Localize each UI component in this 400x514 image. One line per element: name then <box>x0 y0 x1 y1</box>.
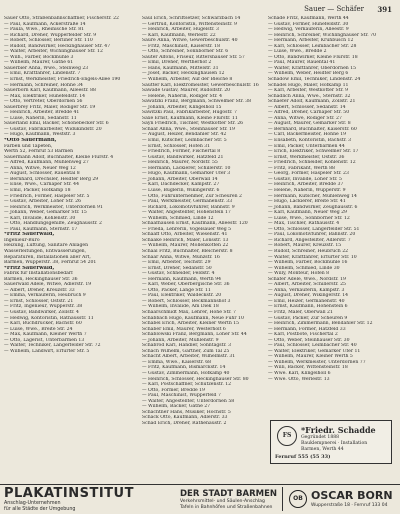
directory-entry: — Hugo, Kaufmann, Weststr. 3 <box>4 132 76 138</box>
directory-entry: — Emil, Arbeiter, Teichstr. 29 <box>142 260 211 266</box>
directory-entry: Schade Fritz, Kaufmann, Werth 44 <box>268 16 349 21</box>
directory-entry: Wasserleitungen, Entwässerungen, <box>4 248 87 254</box>
directory-entry: — Heinrich, Arbeiter, Bredde 41 <box>4 110 80 116</box>
directory-entry: — Helene, Näherin, Rödiger Str. 4 <box>142 93 223 99</box>
directory-entry: — Elisabeth, Kontoristin, Bachstr. 3 <box>268 138 352 144</box>
directory-entry: Schaal Fritz, Buchhalter, Bleicherstr. 8 <box>142 248 233 254</box>
directory-entry: — Ernst, Werkmeister, Friedrich-Engels-Allee 190 <box>4 77 121 83</box>
directory-entry: — Hedwig, Kontoristin, Rathausstr. 11 <box>4 315 94 321</box>
directory-entry: Sautter Karl, Elektromeister, Gewerbeschulstr. 16 <box>142 82 259 88</box>
directory-entry: — Walter, Kraftfahrer, Erfurter Str. 10 <box>268 254 357 260</box>
ad-line-trade: Bauklempnerei · Installation <box>301 441 368 446</box>
directory-entry: — Paul, Werkmeister, Germanenstr. 33 <box>142 199 233 205</box>
directory-entry: — Walter, Kraftfahrer, Oberdörnen 15 <box>268 65 357 71</box>
directory-entry: — Karl, Kaufmann, Neuer Weg 29 <box>268 210 347 216</box>
directory-entry: Saure Anna, Witwe, Gewerbeschulstr. 40 <box>142 38 238 44</box>
directory-entry: — Bernhard, Drechsler, Heidter Berg 29 <box>4 176 99 182</box>
directory-column-3 <box>268 16 396 416</box>
directory-entry: — Richard, Lokomotivführer, Bahnstr. 9 <box>142 204 235 210</box>
directory-entry: — Emma, Wwe., Kaiserstr. 68 <box>142 359 212 365</box>
directory-entry: Schadow Emil, Techniker, Lindenstr. 24 <box>268 77 361 83</box>
directory-highlight-entry: *Otto Sauermann, <box>4 138 57 144</box>
directory-entry: — Wwe. Otto, Werlestr. 13 <box>268 376 330 382</box>
directory-entry: — Wilhelm, Maurer, Gathe 61 <box>4 60 74 66</box>
directory-entry: Schaaff Otto, Arbeiter, Wiesenstr. 41 <box>142 232 228 238</box>
advertiser-logo: FS <box>277 426 297 446</box>
directory-entry: — Emil, Heizer, Germanenstr. 40 <box>268 298 345 304</box>
directory-entry: Sauerwald Adele, Witwe, Adlerstr. 19 <box>4 282 92 288</box>
footer-mid-line2: Tafeln in Bahnhöfen und Straßenbahnen <box>180 504 273 510</box>
footer-city <box>180 489 277 510</box>
directory-entry: Schaarschmidt Max, Lehrer, Hohe Str. 7 <box>142 309 236 315</box>
directory-entry: — Paula, Wwe., Rheinische Str. 81 <box>4 27 85 33</box>
directory-entry: — Anna, Verkäuferin, Kampstr. 3 <box>268 287 345 293</box>
directory-entry: — Wilhelm, Maurer, Kleiner Werth 5 <box>268 354 353 360</box>
directory-entry: — Gustav, Schneider, Feldstr. 4 <box>142 271 215 277</box>
directory-entry: — Albert, Arbeiter, Schillerstr. 25 <box>268 282 346 288</box>
directory-entry: — Hedwig, Verkäuferin, Alleestr. 9 <box>268 27 349 33</box>
directory-entry: — Emma, Verkäuferin, Heubruch 9 <box>4 293 86 299</box>
directory-entry: Ingenieur-Büro <box>4 237 40 243</box>
directory-entry: — Otto, Vertreter, Oberdörnen 56 <box>4 99 83 105</box>
directory-entry: — Hans, Kaufmann, Mittelstr. 31 <box>142 65 219 71</box>
directory-entry: — Wilhelm, Färber, Bockmühle 16 <box>268 260 348 266</box>
directory-entry: — Ernst, Schlosser, Oststr. 21 <box>4 298 74 304</box>
footer-advertisement <box>0 484 400 514</box>
directory-entry: — Wilhelm, Invalide, Am Diek 18 <box>142 304 219 310</box>
directory-entry: — Luise, Näherin, Sedanstr. 11 <box>4 115 77 121</box>
directory-entry: Heizung, Lüftung, Sanitäre Anlagen <box>4 243 89 249</box>
directory-entry: — Heinrich, Arbeiter, Bredde 37 <box>268 182 344 188</box>
directory-entry: — Rudolf, Schreiner, Heubruch 22 <box>268 248 349 254</box>
directory-entry: — Hermann, Arbeiter, Krühbusch 12 <box>268 38 354 44</box>
directory-entry: — Albert, Dreher, Kreuzstr. 33 <box>4 287 75 293</box>
footer-right-line: Wupperstraße 18 · Fernruf 133 04 <box>311 503 388 508</box>
directory-entry: — Anna, Witwe, Neuer Weg 12 <box>4 165 76 171</box>
directory-entry: — Luise, Büglerin, Wikingerstr. 6 <box>142 187 220 193</box>
directory-entry: Sayn Friedrich, Tischler, Westkotter Str. 26 <box>142 121 244 127</box>
footer-left-title: PLAKATINSTITUT <box>4 486 134 501</box>
directory-entry: — Gustav, Packer, Zur Scheuren 9 <box>268 315 348 321</box>
directory-entry: Sauerland Emil, Bäcker, Schönebecker Str. 6 <box>4 121 109 127</box>
directory-entry: — Heinrich, Werkmeister, Unterdörnen 91 <box>4 204 103 210</box>
directory-entry: — Paul, Maurer, Rauental 41 <box>268 60 336 66</box>
footer-left-line2: für alle Städte der Umgebung <box>4 506 76 512</box>
page-number: 391 <box>377 5 392 14</box>
directory-entry: — August, Heizer, Bendahler Str. 42 <box>142 132 227 138</box>
directory-column-1 <box>4 16 139 488</box>
directory-entry: — Walter, Techniker, Langerfelder Str. 72 <box>4 343 101 349</box>
directory-entry: — Fritz, Maler, Oberwall 21 <box>268 309 333 315</box>
directory-entry: — Friedrich, Former, Haspeler Str. 5 <box>4 193 90 199</box>
directory-entry: — Wilh., Färber, Bockmühle 3 <box>4 54 74 60</box>
directory-entry: — Paul, Kaufmann, Sternstr. 17 <box>4 226 78 232</box>
footer-mid-title: DER STADT BARMEN <box>180 489 277 499</box>
directory-entry: — Otto, Weber, Steinhauser Str. 30 <box>268 337 350 343</box>
directory-entry: — Johann, Bandwirker, Zeughausstr. 6 <box>268 204 358 210</box>
directory-entry: — Karl, Arbeiter, Westkotter Str. 9 <box>268 88 349 94</box>
directory-entry: Schädlich Anna, Wwe., Sternstr. 32 <box>268 93 351 99</box>
directory-entry: — Gustav, Arbeiter, Loher Str. 26 <box>4 199 82 205</box>
directory-entry: — Johann, Weber, Gemarker Str. 15 <box>4 210 87 216</box>
directory-entry: — Karl, Buchdrucker, Bachstr. 60 <box>4 321 82 327</box>
directory-entry: — Karl, Kaufmann, Werlestr. 22 <box>142 32 216 38</box>
directory-entry: — Gustav, Fabrikarbeiter, Widukindstr. 20 <box>4 126 102 132</box>
directory-entry: — Walter, Elektriker, Gemarker Ufer 11 <box>268 348 361 354</box>
directory-entry: — Erich, Elektriker, Schwelmer Str. 17 <box>268 149 359 155</box>
directory-entry: Schacht Albert, Arbeiter, Wilhelmstr. 31 <box>142 354 236 360</box>
directory-entry: — Gustav, Bandwirker, Zollstr. 4 <box>4 309 79 315</box>
directory-entry: — Emil, Kutscher, Leimbacher Str. 5 <box>142 138 227 144</box>
directory-entry: — Max, Elektriker, Hünefeldstr. 14 <box>4 93 86 99</box>
directory-entry: — Elise, Wwe., Carnaper Str. 44 <box>4 182 80 188</box>
directory-entry: — Wilhelm, Landwirt, Erfurter Str. 5 <box>4 348 90 354</box>
directory-entry: Barmen, Heckinghauser Str. 36 <box>4 276 78 282</box>
directory-entry: — Johann, Arbeiter, Mühlenstr. 9 <box>142 337 219 343</box>
directory-entry: — Josef, Bäcker, Heckinghausen 12 <box>142 71 225 77</box>
directory-entry: Reparaturen, Installationen aller Art, <box>4 254 91 260</box>
directory-entry: — Georg, Former, Haspeler Str. 23 <box>268 171 349 177</box>
directory-entry: — Hermann, Kutscher, Mühlenweg 14 <box>268 193 357 199</box>
directory-entry: — Carl, Bäckermeister, Höhne 19 <box>268 132 347 138</box>
directory-entry: — Karl, Weber, Oberbergische Str. 36 <box>142 282 230 288</box>
footer-plakatinstitut <box>4 487 134 513</box>
directory-entry: Saul Erich, Schriftsetzer, Schwarzbach 14 <box>142 16 241 21</box>
directory-column-2 <box>142 16 266 441</box>
directory-entry: Sauerbrey Fritz, Maler, Rödiger Str. 19 <box>4 104 96 110</box>
directory-entry: — Wilhelm, Maurer, Mollenkotten 22 <box>142 243 229 249</box>
directory-entry: Schaaf Anna, Wwe., Steinhauser Str. 19 <box>142 126 235 132</box>
directory-entry: Schabbach Hugo, Kaufmann, Neue Fuhr 10 <box>142 315 244 321</box>
directory-entry: — Albert, Schlosser, Sedanstr. 14 <box>268 104 346 110</box>
footer-right-title: OSCAR BORN <box>311 489 393 502</box>
directory-entry: — Heinrich, Maurer, Nordstr. 55 <box>142 160 218 166</box>
directory-entry: — Willy, Monteur, Höfen 8 <box>268 271 330 277</box>
directory-entry: — Hermann, Kaufmann, Werth 94 <box>142 276 222 282</box>
advertisement-box <box>270 420 392 464</box>
directory-entry: — Friedrich, Former, Fischertal 8 <box>142 149 221 155</box>
directory-entry: — Rudolf, Bandwirker, Heckinghauser Str. 47 <box>4 43 111 49</box>
directory-entry: — Wilhelm, Arbeiter, Auf der Bleiche 8 <box>142 77 233 83</box>
directory-entry: Schaar Anna, Witwe, Münzstr. 16 <box>142 254 220 260</box>
directory-entry: — Otto, Handlungsgehilfe, Zeughausstr. 2 <box>4 221 102 227</box>
directory-entry: — Luise, Wwe., Bredde 2 <box>268 49 327 55</box>
directory-entry: — Hugo, Kaufmann, Gemarker Ufer 3 <box>142 171 231 177</box>
directory-entry: — Emil, Packer, Hofkamp 18 <box>4 187 71 193</box>
directory-entry: — Gustav, Zimmermann, Hofkamp 40 <box>142 371 230 376</box>
directory-entry: — Anna, Witwe, Rödiger Str. 27 <box>268 115 342 121</box>
directory-entry: — Frieda, Lehrerin, Vogelsauer Weg 5 <box>142 226 232 232</box>
directory-entry: — Wwe. Karl, Klingelholl 6 <box>268 371 331 376</box>
directory-entry: — Johann, Arbeiter, Klingelholl 15 <box>142 104 222 110</box>
directory-entry: — Helene, Näherin, Wupperstr. 9 <box>268 187 346 193</box>
directory-entry: — Otto, Schlosser, Langerfelder Str. 51 <box>268 226 360 232</box>
directory-entry: Sauermann Adolf, Buchhalter, Kleine Flurstr. 4 <box>4 154 114 160</box>
directory-entry: — Otto, Bandwirker, Kleine Flurstr. 18 <box>268 54 358 60</box>
directory-entry: Schabrod Karl, Händler, Sonntagstr. 3 <box>142 343 232 349</box>
directory-entry: — Otto, Packer, Lange Str. 11 <box>142 287 211 293</box>
directory-entry: Schäfer Adele, Wwe., Nordstr. 19 <box>268 276 346 282</box>
directory-highlight-entry: *Fritz Sauerwald, <box>4 232 55 238</box>
directory-entry: Schaake Heinrich, Maler, Lönsstr. 13 <box>142 237 229 243</box>
directory-entry: — Ernst, Schlosser, Höfen 31 <box>142 143 211 149</box>
directory-entry: — August, Dreher, Wikingerstr. 14 <box>268 293 349 299</box>
directory-entry: — Emil, Packer, Unterbarmen 44 <box>268 143 345 149</box>
directory-entry: Sauer Otto, Straßenbahnschaffner, Fischerstr. 22 <box>4 16 119 21</box>
directory-entry: — Hermann, Former, Hatzfeld 33 <box>268 326 346 332</box>
advertiser-name: *Friedr. Schadde <box>301 425 376 435</box>
directory-entry: — Robert, Schlosser, Berliner Str. 110 <box>4 38 93 44</box>
directory-entry: — Paul, Schlosser, Leimbacher Str. 40 <box>268 343 357 349</box>
directory-entry: Sawatzki Franz, Bergmann, Schwelmer Str. 38 <box>142 99 252 105</box>
directory-entry: — Paul, Kaufmann, Ackerstraße 14 <box>4 21 86 27</box>
directory-entry: — Richard, Angestellter, Adlerstr. 7 <box>268 237 351 243</box>
directory-entry: — Max, Kaufmann, Kleiner Werth 7 <box>4 332 87 338</box>
directory-entry: Werth 52, Fernruf 53 Barmen <box>4 149 74 155</box>
directory-entry: — Ernst, Werkmeister, Oststr. 36 <box>268 154 345 160</box>
directory-entry: — Karl, Dachdecker, Kampstr. 27 <box>142 182 220 188</box>
directory-entry: — Richard, Dreher, Wupperfelder Str. 9 <box>4 32 97 38</box>
ad-line-founded: Gegründet 1888 <box>301 435 340 440</box>
directory-entry: — August, Maurer, Gemarker Str. 8 <box>268 121 351 127</box>
directory-entry: Farben und Tapeten, <box>4 143 53 149</box>
directory-entry: — Luise, Wwe., Breite Str. 24 <box>4 326 73 332</box>
directory-entry: — Robert, Maurer, Kreuzstr. 15 <box>268 243 342 249</box>
directory-entry: Schachtner Hans, Musiker, Hochstr. 5 <box>142 409 231 415</box>
directory-entry: — Paul, Maschinist, Wupperfeld 7 <box>142 393 221 399</box>
directory-entry: Schabel Erich, Arbeiter, Kleiner Werth 15 <box>142 321 240 327</box>
directory-entry: — Walter, Arbeiter, Wichlinghauser Str. 12 <box>4 49 103 55</box>
directory-entry: Schach Wilhelm, Gärtner, Zum Tal 25 <box>142 348 230 354</box>
directory-entry: — Heinrich, Arbeiter, Hügelstr. 3 <box>142 27 219 33</box>
directory-entry: — Alfred, Kaufmann, Mühlenweg 27 <box>4 160 89 166</box>
directory-entry: Schädel Hugo, Maler, Hofkamp 11 <box>268 82 349 88</box>
directory-entry: — Karl, Postschaffner, Schützenstr. 12 <box>142 382 232 388</box>
directory-entry: — Karl, Schlosser, Leimbacher Str. 28 <box>268 43 357 49</box>
directory-entry: — Karl, Postbote, Fischertal 2 <box>268 332 338 338</box>
directory-entry: — Paul, Lokomotivführer, Bahnstr. 20 <box>268 232 356 238</box>
directory-entry: Schaafhausen Ernst, Kaufmann, Alleestr. 120 <box>142 221 248 227</box>
directory-entry: — Fritz, Maschinist, Kaiserstr. 18 <box>142 43 221 49</box>
directory-entry: — August, Schlosser, Rauental 8 <box>4 171 80 177</box>
directory-entry: — Otto, Former, Bredde 19 <box>142 387 205 393</box>
directory-entry: — Emil, Kraftfahrer, Lindenstr. 7 <box>4 71 81 77</box>
directory-entry: — Fritz, Kaufmann, Bismarckstr. 14 <box>142 365 226 371</box>
ad-line-address: Barmen, Werth 44 <box>301 447 344 452</box>
directory-entry: — Gustav, Bandwirker, Hatzfeld 21 <box>142 154 224 160</box>
directory-entry: Sauter Alfons, Friseur, Rittershauser Str. 57 <box>142 54 245 60</box>
directory-entry: — Friedrich, Schneider, Kohlenstr. 12 <box>268 160 356 166</box>
directory-entry: Schaefer Adolf, Kaufmann, Zollstr. 21 <box>268 99 356 105</box>
directory-entry: Barmen, Wupperstr. 38, Fernruf 54 201 <box>4 260 97 266</box>
directory-entry: — Wilhelm, Schmied, Linde 30 <box>268 265 340 271</box>
directory-entry: — Walter, Angestellter, Unterdörnen 58 <box>142 398 235 404</box>
directory-entry: — Otto, Schreiner, Sonnborner Str. 6 <box>142 49 229 55</box>
directory-entry: — Max, Tischler, Rathausstr. 4 <box>268 221 340 227</box>
directory-entry: — Gustav, Invalide, Loher Str. 5 <box>268 176 342 182</box>
directory-entry: — Otto, Fuhrunternehmer, Zur Scheuren 2 <box>142 193 242 199</box>
directory-entry: — Wilhelm, Werkmeister, Unterdörnen 77 <box>268 359 366 365</box>
directory-entry: — Hermann, Lackierer, Schillerstr. 10 <box>142 165 231 171</box>
directory-entry: Schaber Emil, Maurer, Westerholt 6 <box>142 326 226 332</box>
directory-entry: — Gustav, Former, Hünefeldstr. 30 <box>268 21 349 27</box>
directory-entry: — Ernst, Dreher, Sedanstr. 50 <box>142 265 212 271</box>
directory-entry: — Emil, Dreher, Wertherhof 2 <box>142 60 212 66</box>
directory-entry: Schablowski Franz, Bergmann, Loher Str. 44 <box>142 332 247 338</box>
directory-entry: — Paul, Elektriker, Waldeckstr. 20 <box>142 293 222 299</box>
directory-entry: Schad Erich, Dreher, Rathenaustr. 2 <box>142 420 227 426</box>
directory-entry: — Wilhelm, Bäcker, Gathe 27 <box>142 404 211 410</box>
directory-entry: Saxe Ernst, Kaufmann, Kleine Flurstr. 11 <box>142 115 238 121</box>
directory-entry: — Karl, Invalide, Kohlenstr. 30 <box>4 215 76 221</box>
directory-entry: — Heinrich, Schlosser, Heckinghauser Str. 80 <box>142 376 249 382</box>
directory-highlight-entry: *Fritz Sauerwald, <box>4 265 55 271</box>
directory-entry: — Alfred, Dreher, Carnaper Str. 50 <box>268 110 350 116</box>
oscar-born-logo: OB <box>289 490 307 508</box>
directory-entry: — Wilhelm, Schmied, Linde 12 <box>142 215 214 221</box>
footer-mid-line1: Verkehrsmittel- und Säulen-Anschlag <box>180 499 265 504</box>
running-title: Sauer — Schäfer <box>304 5 364 13</box>
directory-entry: — Luise, Wwe., Sonnborner Str. 12 <box>268 215 350 221</box>
footer-oscar-born <box>282 487 397 511</box>
directory-entry: — Willi, Bäcker, Wittensteinstr. 18 <box>268 365 348 371</box>
directory-entry: — Heinrich, Zimmermann, Bendahler Str. 12 <box>268 321 373 327</box>
footer-left-line1: Anschlag-Unternehmen <box>4 501 61 506</box>
directory-entry: — Bernhard, Buchhalter, Kaiserstr. 60 <box>268 126 357 132</box>
directory-entry: — Heinrich, Schreiner, Wichlinghauser Str. 70 <box>268 32 376 38</box>
directory-entry: — Otto, Lagerist, Unterbarmen 13 <box>4 337 85 343</box>
directory-entry: — Walter, Angestellter, Hohenstein 17 <box>142 210 231 216</box>
directory-entry: — Hugo, Lackierer, Breite Str. 41 <box>268 199 346 205</box>
directory-entry: — Robert, Schlosser, Beckmannshof 3 <box>142 298 231 304</box>
ad-line-phone: Fernruf 555 (55 33) <box>275 454 331 460</box>
directory-entry: Sawitzki Paul, Fabrikarbeiter, Hugostr. 7 <box>142 110 237 116</box>
directory-entry: — Fritz, Fabrikant, Werth 88 <box>268 165 335 171</box>
directory-entry: Sawade Gustav, Maurer, Rudolfstr. 20 <box>142 88 231 94</box>
directory-entry: — Wilhelm, Weber, Heidter Berg 6 <box>268 71 349 77</box>
directory-entry: Sauerborn Karl, Kaufmann, Alleestr. 88 <box>4 88 96 94</box>
directory-entry: — Gertrud, Kontoristin, Wittensteinstr. 9 <box>142 21 237 27</box>
directory-entry: — Hermann, Schreiner, Höhne 34 <box>4 82 83 88</box>
directory-entry: — Ernst, Kaufmann, Hohenstein 6 <box>268 304 348 310</box>
directory-entry: Schack Otto, Kaufmann, Adlerstr. 33 <box>142 415 228 421</box>
directory-entry: — Johann, Arbeiter, Oberwall 14 <box>142 176 218 182</box>
directory-entry: Sauerbier Anna, Wwe., Steinweg 23 <box>4 65 89 71</box>
page-header <box>0 3 400 15</box>
directory-entry: — Fritz, Ingenieur, Wupperstr. 38 <box>4 304 83 310</box>
directory-entry: Fabrik für Installationsbedarf <box>4 271 73 277</box>
